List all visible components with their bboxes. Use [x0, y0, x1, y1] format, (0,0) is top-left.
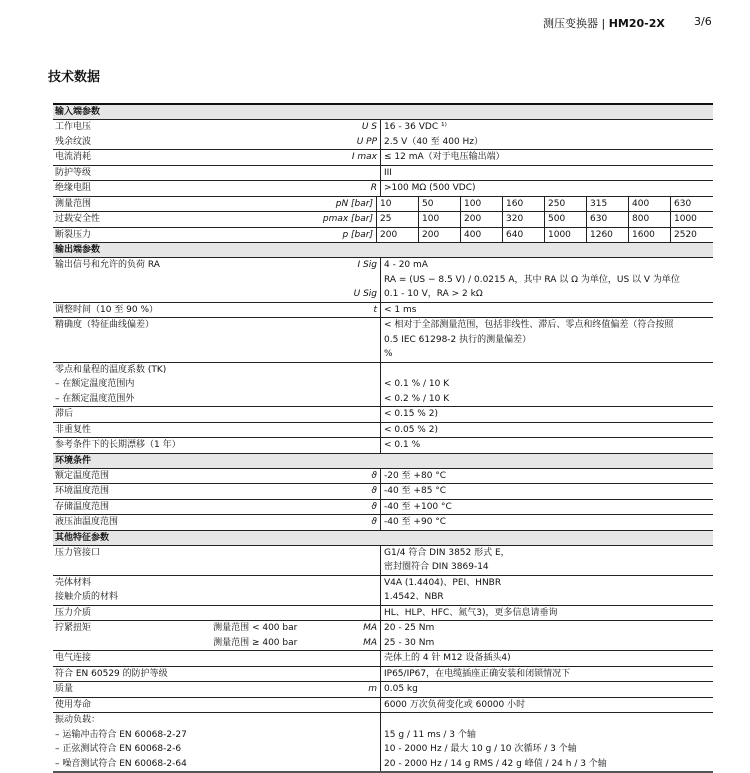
grid-value: 50: [419, 197, 461, 212]
label-cell: [53, 197, 377, 212]
symbol-cell: [354, 258, 380, 302]
label-line: [55, 560, 377, 575]
label-line: 振动负载：: [55, 715, 101, 725]
page-number: 3/6: [694, 15, 712, 28]
symbol-cell: [377, 698, 380, 713]
param-label: [53, 150, 352, 165]
grid-value: 640: [503, 228, 545, 243]
section-header: 其他特征参数: [53, 531, 713, 546]
label-line: [55, 333, 377, 348]
label-cell: [53, 166, 381, 181]
value-line: < 0.15 % 2): [384, 409, 438, 419]
label-line: [55, 273, 354, 288]
value-cell: [381, 698, 713, 713]
grid-value: 2520: [674, 229, 697, 240]
spec-row: [53, 546, 713, 576]
label-cell: [53, 576, 381, 605]
param-label: [53, 667, 377, 682]
value-cell: [381, 363, 713, 407]
grid-value: 1260: [587, 228, 629, 243]
label-line: 电气连接: [55, 653, 92, 663]
spec-row: [53, 303, 713, 319]
model-name: HM20-2X: [608, 17, 665, 30]
value-line: -40 至 +100 °C: [384, 501, 452, 512]
value-cell: [381, 651, 713, 666]
spec-row: [53, 698, 713, 714]
param-label: [53, 258, 354, 302]
param-label: [53, 120, 357, 149]
param-label: [53, 423, 377, 438]
value-cell: [381, 606, 713, 621]
grid-value: 25: [377, 212, 419, 227]
value-line: >100 MΩ (500 VDC): [384, 183, 476, 193]
value-cell: [381, 515, 713, 530]
label-cell: [53, 621, 381, 650]
value-grid: [377, 228, 713, 243]
value-line: RA = (US − 8.5 V) / 0.0215 A，其中 RA 以 Ω 为单位，US 以 V 为单位: [384, 274, 680, 285]
value-grid: [377, 212, 713, 227]
label-cell: [53, 303, 381, 318]
label-line: 非重复性: [55, 424, 92, 435]
grid-value: 800: [629, 212, 671, 227]
value-line: -40 至 +85 °C: [384, 486, 447, 496]
label-line: – 运输冲击符合 EN 60068-2-27: [55, 729, 187, 740]
param-label: [53, 181, 371, 196]
value-cell: [381, 500, 713, 515]
param-label: [53, 651, 377, 666]
param-label: [53, 515, 371, 530]
label-line: 残余纹波: [55, 136, 92, 147]
value-line: < 0.05 % 2): [384, 424, 438, 435]
symbol: t: [373, 304, 377, 315]
spec-row: [53, 150, 713, 166]
param-label: [53, 484, 371, 499]
value-cell: [381, 258, 713, 302]
symbol: I Sig: [357, 260, 377, 270]
value-cell: [381, 621, 713, 650]
label-cell: [53, 484, 381, 499]
symbol-cell: [377, 651, 380, 666]
symbol: U PP: [356, 136, 377, 147]
value-cell: [381, 423, 713, 438]
value-line: IP65/IP67，在电缆插座正确安装和闭锁情况下: [384, 668, 571, 679]
spec-row: [53, 484, 713, 500]
symbol-cell: [377, 363, 380, 407]
symbol-cell: [377, 667, 380, 682]
value-line: 4 - 20 mA: [384, 260, 428, 270]
spec-row: [53, 667, 713, 683]
value-cell: [381, 667, 713, 682]
label-cell: [53, 228, 377, 243]
symbol: pN [bar]: [335, 198, 373, 209]
value-line: HL、HLP、HFC、氮气3)，更多信息请垂询: [384, 607, 558, 618]
param-label: [53, 318, 377, 362]
value-line: V4A (1.4404)、PEI、HNBR: [384, 577, 502, 588]
symbol: U S: [361, 122, 377, 132]
symbol-cell: [377, 438, 380, 453]
symbol-cell: [373, 303, 380, 318]
label-line: 参考条件下的长期漂移（1 年）: [55, 440, 181, 450]
symbol-cell: [352, 150, 380, 165]
param-label: [53, 407, 377, 422]
symbol: R: [370, 183, 377, 193]
label-line: 环境温度范围: [55, 486, 110, 496]
grid-value: 400: [629, 197, 671, 212]
sub-label-line: 测量范围 < 400 bar: [213, 623, 298, 633]
symbol-cell: [371, 469, 380, 484]
label-line: [55, 636, 213, 651]
symbol: [354, 273, 377, 288]
value-cell: [381, 713, 713, 771]
grid-value: 10: [377, 197, 419, 212]
label-line: 使用寿命: [55, 699, 92, 710]
param-label: [53, 228, 342, 243]
label-cell: [53, 150, 381, 165]
label-line: 测量范围: [55, 198, 92, 209]
sub-label-line: 测量范围 ≥ 400 bar: [213, 637, 298, 648]
grid-value: 315: [587, 197, 629, 212]
spec-row: [53, 469, 713, 485]
spec-row: [53, 713, 713, 771]
label-cell: [53, 667, 381, 682]
symbol-cell: [377, 423, 380, 438]
header-product: [543, 15, 665, 31]
symbol: ϑ: [371, 470, 377, 481]
label-cell: [53, 651, 381, 666]
label-cell: [53, 606, 381, 621]
value-line: 20 - 2000 Hz / 14 g RMS / 42 g 峰值 / 24 h / 3 个轴: [384, 758, 607, 769]
value-cell: [381, 166, 713, 181]
param-label: [53, 166, 377, 181]
spec-row: [53, 318, 713, 363]
label-line: 质量: [55, 684, 74, 694]
label-line: 断裂压力: [55, 229, 92, 240]
label-line: 工作电压: [55, 122, 92, 132]
value-cell: [381, 407, 713, 422]
param-label: [53, 197, 336, 212]
value-line: ≤ 12 mA（对于电压输出端）: [384, 152, 505, 162]
value-line: 0.1 - 10 V，RA > 2 kΩ: [384, 289, 483, 299]
value-line: < 0.1 %: [384, 440, 421, 450]
symbol: I max: [351, 152, 377, 162]
label-line: [55, 347, 377, 362]
symbol-cell: [377, 318, 380, 362]
label-line: 存储温度范围: [55, 501, 110, 512]
value-cell: [381, 682, 713, 697]
symbol-cell: [377, 713, 380, 771]
label-cell: [53, 500, 381, 515]
value-line: 15 g / 11 ms / 3 个轴: [384, 729, 476, 740]
value-line: 2.5 V（40 至 400 Hz）: [384, 136, 484, 147]
value-line: -40 至 +90 °C: [384, 517, 447, 527]
spec-table: [53, 103, 713, 773]
label-cell: [53, 120, 381, 149]
label-line: 压力管接口: [55, 547, 101, 558]
spec-row: [53, 500, 713, 516]
label-line: – 在额定温度范围外: [55, 393, 135, 404]
symbol-cell: [371, 181, 380, 196]
value-line: < 0.2 % / 10 K: [384, 393, 450, 404]
spec-row: [53, 606, 713, 622]
symbol-cell: [368, 682, 380, 697]
label-cell: [53, 181, 381, 196]
param-label: [53, 212, 323, 227]
value-line: III: [384, 167, 392, 178]
grid-value: 200: [377, 228, 419, 243]
label-cell: [53, 212, 377, 227]
label-cell: [53, 713, 381, 771]
spec-row: [53, 363, 713, 408]
param-label: [53, 469, 371, 484]
symbol-cell: [371, 515, 380, 530]
spec-row: [53, 438, 713, 454]
value-line: 0.05 kg: [384, 684, 418, 694]
grid-value: 630: [674, 198, 692, 209]
value-cell: [381, 120, 713, 149]
value-cell: [381, 469, 713, 484]
value-line: < 0.1 % / 10 K: [384, 379, 450, 389]
value-cell: [381, 318, 713, 362]
spec-row: [53, 576, 713, 606]
label-cell: [53, 438, 381, 453]
label-cell: [53, 363, 381, 407]
symbol-cell: [377, 166, 380, 181]
label-cell: [53, 258, 381, 302]
symbol: pmax [bar]: [322, 214, 373, 224]
label-line: [55, 287, 354, 302]
value-line: 壳体上的 4 针 M12 设备插头4): [384, 653, 511, 663]
value-line: 密封圈符合 DIN 3869-14: [384, 562, 489, 572]
symbol: p [bar]: [342, 229, 373, 240]
symbol: ϑ: [371, 486, 377, 496]
spec-row: [53, 515, 713, 531]
symbol: MA: [363, 623, 377, 633]
value-line: [384, 363, 713, 378]
spec-row: [53, 181, 713, 197]
grid-value: 250: [545, 197, 587, 212]
param-label: [53, 438, 377, 453]
label-line: 液压油温度范围: [55, 517, 119, 527]
label-line: – 正弦测试符合 EN 60068-2-6: [55, 744, 182, 754]
symbol-cell: [323, 212, 376, 227]
label-line: 绝缘电阻: [55, 183, 92, 193]
spec-grid-row: [53, 212, 713, 228]
param-label: [53, 500, 371, 515]
spec-grid-row: [53, 228, 713, 244]
value-grid: [377, 197, 713, 212]
symbol-cell: [363, 621, 380, 650]
section-header: 输出端参数: [53, 243, 713, 258]
sub-label: [213, 621, 363, 650]
symbol-cell: [377, 576, 380, 605]
symbol: ϑ: [371, 517, 377, 527]
spec-row: [53, 621, 713, 651]
label-cell: [53, 546, 381, 575]
param-label: [53, 621, 213, 650]
label-cell: [53, 423, 381, 438]
grid-value: 320: [503, 212, 545, 227]
param-label: [53, 682, 368, 697]
grid-value: 200: [419, 228, 461, 243]
grid-value: 630: [587, 212, 629, 227]
spec-row: [53, 651, 713, 667]
label-line: – 噪音测试符合 EN 60068-2-64: [55, 758, 187, 769]
param-label: [53, 303, 373, 318]
symbol: U Sig: [353, 289, 377, 299]
value-line: %: [384, 349, 393, 359]
param-label: [53, 363, 377, 407]
spec-row: [53, 166, 713, 182]
param-label: [53, 713, 377, 771]
symbol: ϑ: [371, 501, 377, 512]
symbol: m: [368, 684, 377, 694]
label-line: 精确度（特征曲线偏差）: [55, 320, 155, 330]
label-line: 壳体材料: [55, 577, 92, 588]
label-line: – 在额定温度范围内: [55, 379, 135, 389]
label-line: 电流消耗: [55, 152, 92, 162]
value-line: 10 - 2000 Hz / 最大 10 g / 10 次循环 / 3 个轴: [384, 744, 577, 754]
value-cell: [381, 484, 713, 499]
grid-value: 500: [545, 212, 587, 227]
value-line: 6000 万次负荷变化或 60000 小时: [384, 699, 526, 710]
spec-grid-row: [53, 197, 713, 213]
label-cell: [53, 318, 381, 362]
spec-row: [53, 407, 713, 423]
value-line: G1/4 符合 DIN 3852 形式 E，: [384, 547, 510, 558]
spec-row: [53, 423, 713, 439]
value-cell: [381, 438, 713, 453]
value-line: < 1 ms: [384, 304, 417, 315]
label-cell: [53, 469, 381, 484]
value-cell: [381, 303, 713, 318]
section-header: 输入端参数: [53, 105, 713, 120]
page-title: 技术数据: [48, 70, 101, 85]
label-line: 额定温度范围: [55, 470, 110, 481]
value-line: < 相对于全部测量范围，包括非线性、滞后、零点和终值偏差（符合按照: [384, 320, 674, 330]
param-label: [53, 698, 377, 713]
symbol-cell: [336, 197, 376, 212]
label-line: 拧紧扭矩: [55, 623, 92, 633]
grid-value: 160: [503, 197, 545, 212]
grid-value: 1000: [545, 228, 587, 243]
value-line: 0.5 IEC 61298-2 执行的测量偏差）: [384, 334, 532, 345]
value-cell: [381, 150, 713, 165]
value-line: [384, 713, 713, 728]
symbol-cell: [342, 228, 376, 243]
spec-row: [53, 682, 713, 698]
label-cell: [53, 698, 381, 713]
symbol-cell: [371, 500, 380, 515]
value-cell: [381, 576, 713, 605]
symbol-cell: [371, 484, 380, 499]
symbol-cell: [377, 407, 380, 422]
value-line: 25 - 30 Nm: [384, 637, 435, 648]
label-cell: [53, 682, 381, 697]
label-line: 滞后: [55, 409, 74, 419]
grid-value: 100: [461, 197, 503, 212]
param-label: [53, 576, 377, 605]
grid-value: 100: [419, 212, 461, 227]
section-header: 环境条件: [53, 454, 713, 469]
symbol-cell: [377, 546, 380, 575]
label-cell: [53, 515, 381, 530]
value-cell: [381, 181, 713, 196]
label-line: 零点和量程的温度系数 (TK): [55, 364, 167, 375]
symbol: MA: [363, 637, 377, 648]
grid-value: 200: [461, 212, 503, 227]
label-line: 防护等级: [55, 167, 92, 178]
symbol-cell: [377, 606, 380, 621]
value-cell: [381, 546, 713, 575]
grid-value: 1600: [629, 228, 671, 243]
param-label: [53, 606, 377, 621]
symbol-cell: [357, 120, 380, 149]
value-line: 1.4542、NBR: [384, 592, 444, 602]
spec-row: [53, 258, 713, 303]
label-line: 调整时间（10 至 90 %）: [55, 304, 159, 315]
value-line: -20 至 +80 °C: [384, 470, 447, 481]
grid-value: 400: [461, 228, 503, 243]
spec-row: [53, 120, 713, 150]
value-line: 20 - 25 Nm: [384, 623, 435, 633]
label-line: 接触介质的材料: [55, 592, 119, 602]
label-line: 过载安全性: [55, 214, 101, 224]
label-cell: [53, 407, 381, 422]
label-line: 压力介质: [55, 607, 92, 618]
label-line: 符合 EN 60529 的防护等级: [55, 668, 168, 679]
product-name: 测压变换器 |: [543, 17, 609, 30]
param-label: [53, 546, 377, 575]
value-line: 16 - 36 VDC ¹⁾: [384, 122, 447, 132]
label-line: 输出信号和允许的负荷 RA: [55, 260, 160, 270]
grid-value: 1000: [674, 214, 697, 224]
